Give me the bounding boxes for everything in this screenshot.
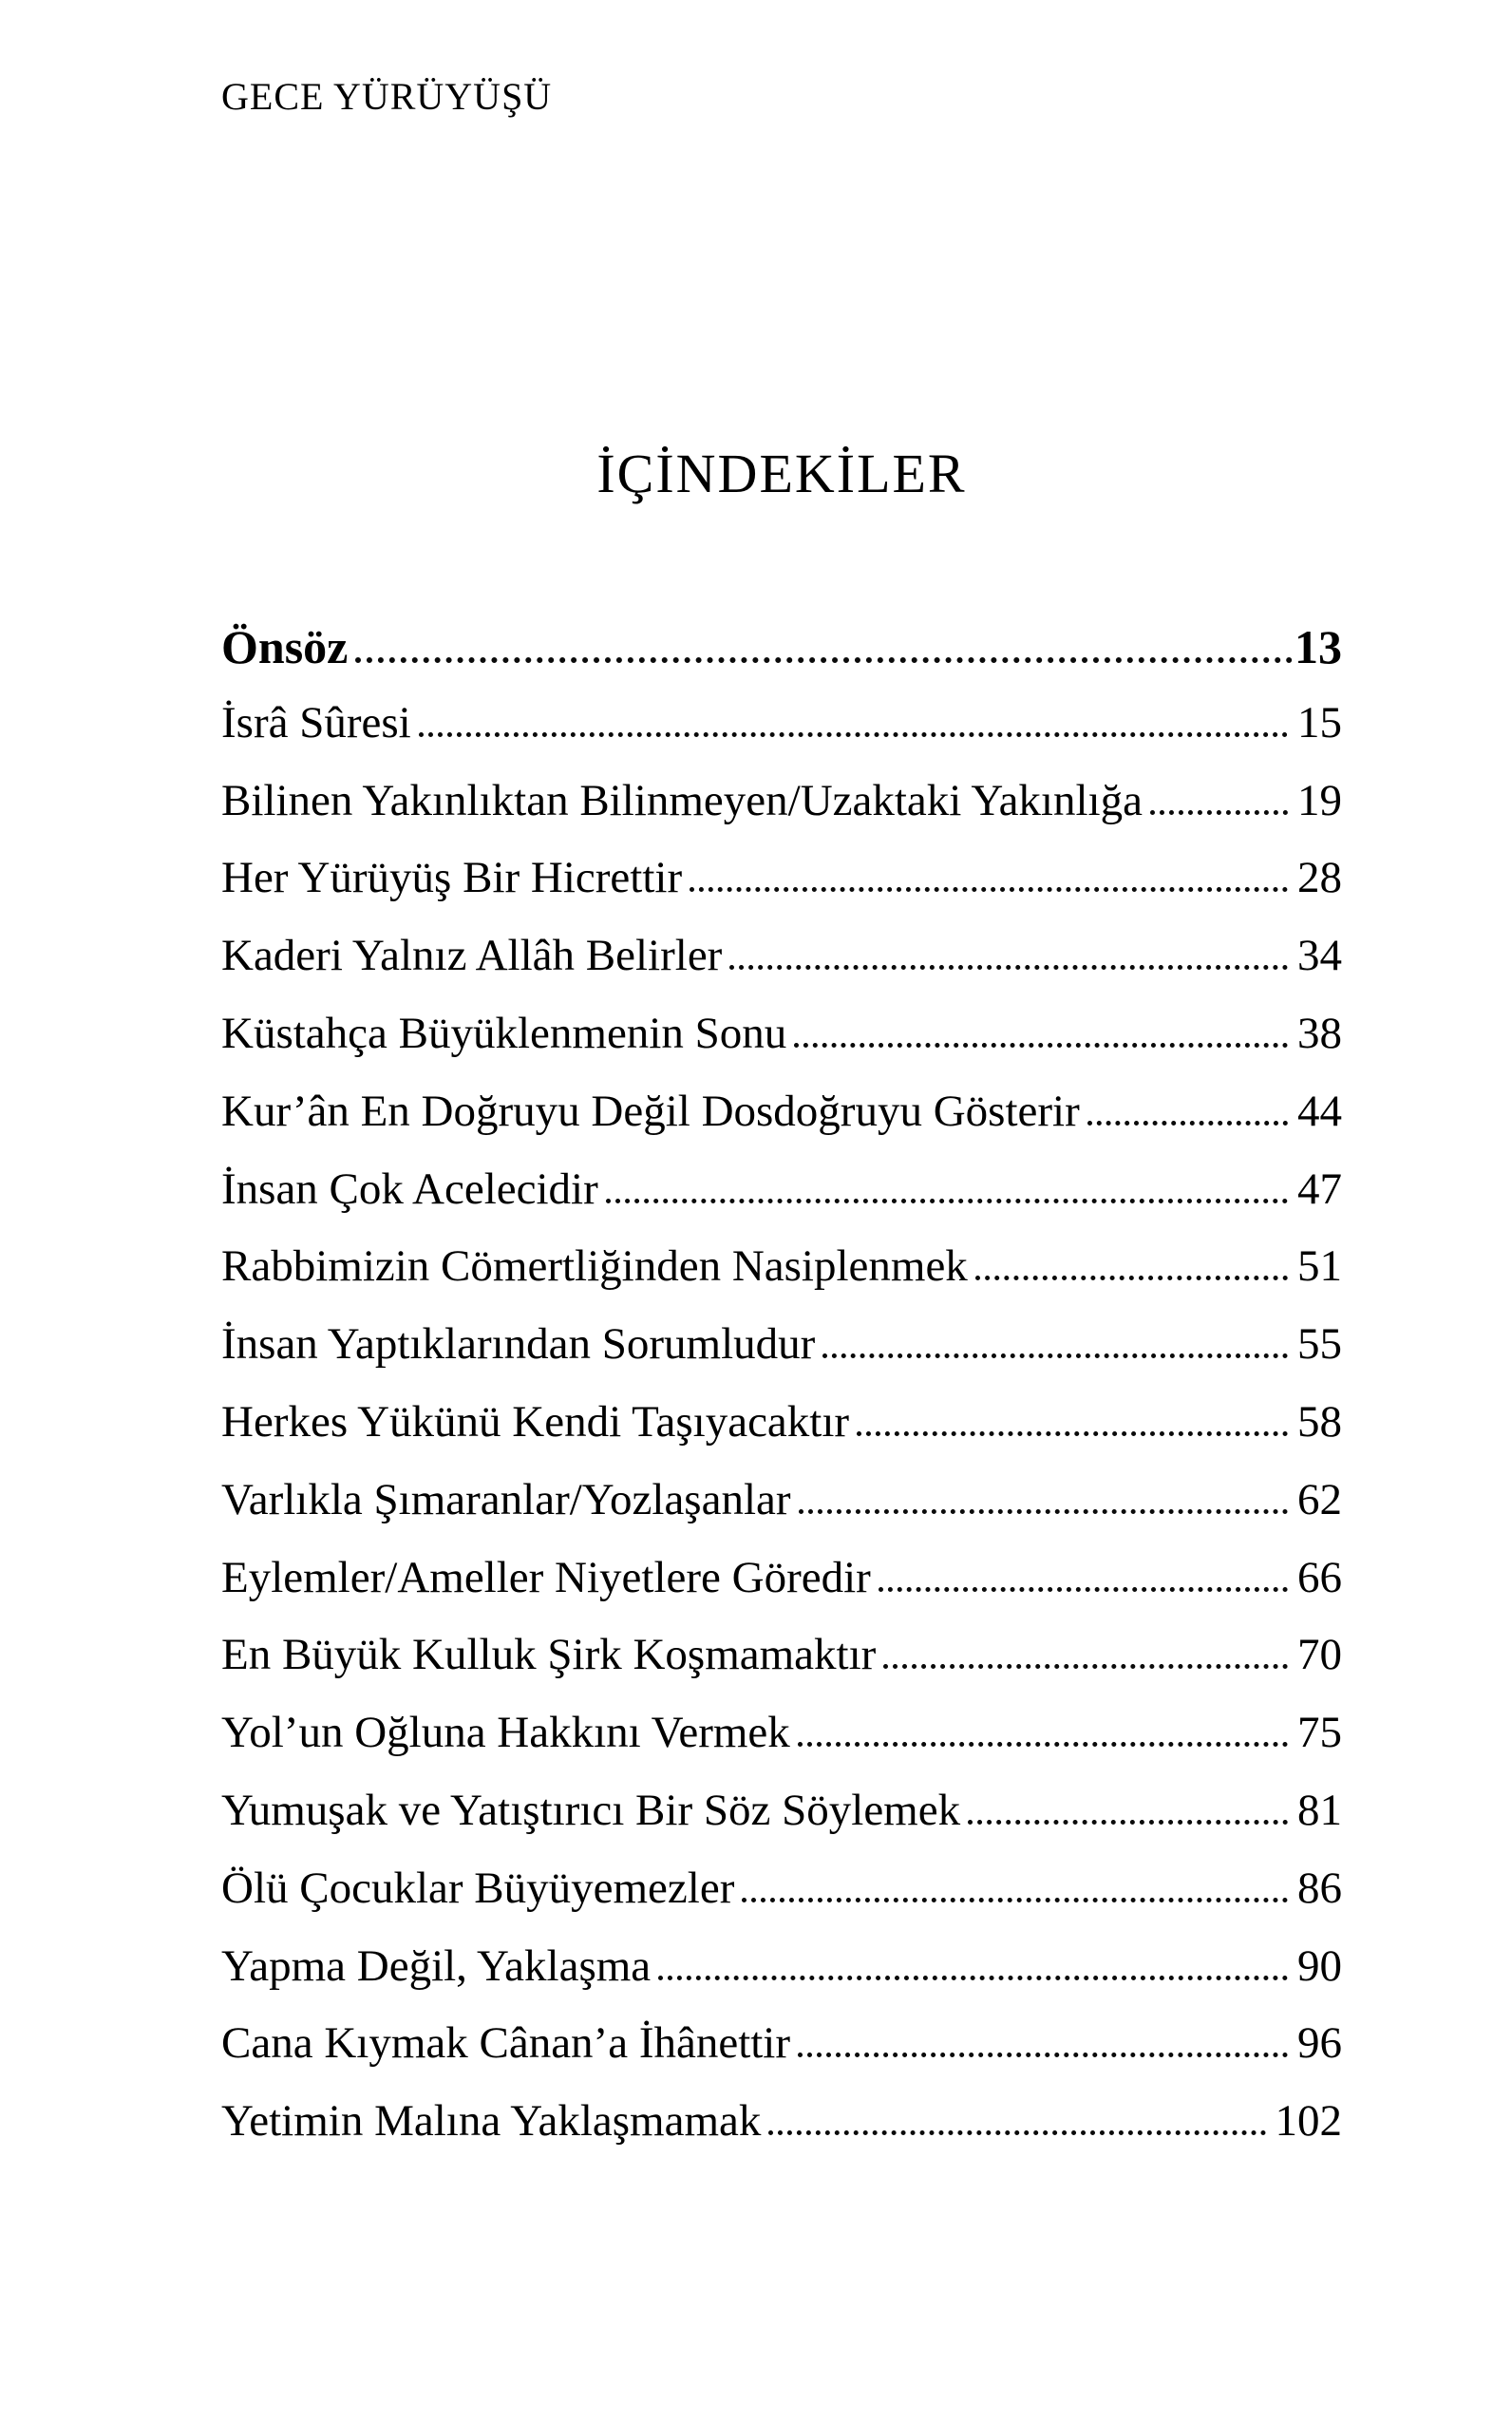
toc-entry-label: Ölü Çocuklar Büyüyemezler <box>221 1863 735 1913</box>
toc-entry-page: 62 <box>1297 1474 1342 1524</box>
toc-entry-label: Yumuşak ve Yatıştırıcı Bir Söz Söylemek <box>221 1785 961 1835</box>
toc-entry <box>221 1629 1342 1707</box>
toc-entry-page: 55 <box>1297 1319 1342 1370</box>
toc-entry-page: 13 <box>1295 620 1342 673</box>
toc-entry <box>221 1240 1342 1318</box>
toc-entry <box>221 697 1342 775</box>
toc-entry <box>221 930 1342 1008</box>
toc-entry-page: 90 <box>1297 1940 1342 1991</box>
toc-entry <box>221 2095 1342 2173</box>
toc-leader-dots <box>879 1587 1288 1592</box>
toc-leader-dots <box>658 1976 1288 1980</box>
toc-entry-label: Varlıkla Şımaranlar/Yozlaşanlar <box>221 1474 791 1524</box>
toc-leader-dots <box>768 2130 1265 2135</box>
toc-entry-page: 44 <box>1297 1086 1342 1136</box>
toc-entry-label: Rabbimizin Cömertliğinden Nasiplenmek <box>221 1241 968 1292</box>
toc-entry-label: Yol’un Oğluna Hakkını Vermek <box>221 1708 790 1758</box>
toc-leader-dots <box>857 1431 1288 1436</box>
toc-entry-label: Her Yürüyüş Bir Hicrettir <box>221 853 683 903</box>
toc-entry-label: İnsan Çok Acelecidir <box>221 1164 598 1214</box>
toc-entry-page: 96 <box>1297 2018 1342 2069</box>
toc-leader-dots <box>742 1898 1288 1902</box>
toc-entry <box>221 1707 1342 1785</box>
toc-entry-page: 58 <box>1297 1396 1342 1447</box>
toc-entry-label: Önsöz <box>221 620 349 673</box>
toc-entry-label: İsrâ Sûresi <box>221 697 411 747</box>
toc-entry-label: Yetimin Malına Yaklaşmamak <box>221 2096 762 2147</box>
toc-entry-page: 47 <box>1297 1164 1342 1214</box>
toc-entry-page: 51 <box>1297 1241 1342 1292</box>
toc-entry <box>221 775 1342 853</box>
toc-entry <box>221 1863 1342 1940</box>
toc-entry <box>221 852 1342 930</box>
toc-entry-page: 75 <box>1297 1708 1342 1758</box>
toc-entry <box>221 619 1342 697</box>
toc-leader-dots <box>822 1353 1288 1358</box>
toc-entry-label: Kur’ân En Doğruyu Değil Dosdoğruyu Gösterir <box>221 1086 1080 1136</box>
toc-entry-page: 70 <box>1297 1630 1342 1680</box>
toc-leader-dots <box>419 732 1288 737</box>
toc-entry-page: 102 <box>1275 2096 1342 2147</box>
running-header: GECE YÜRÜYÜŞÜ <box>221 75 553 118</box>
toc-entry <box>221 1474 1342 1552</box>
toc-leader-dots <box>1087 1121 1288 1126</box>
toc-entry-page: 15 <box>1297 697 1342 747</box>
toc-entry-label: Yapma Değil, Yaklaşma <box>221 1940 652 1991</box>
toc-entry-label: Küstahça Büyüklenmenin Sonu <box>221 1008 787 1058</box>
toc-leader-dots <box>975 1276 1288 1280</box>
toc-entry-page: 81 <box>1297 1785 1342 1835</box>
toc-entry <box>221 2017 1342 2095</box>
toc-entry-label: Eylemler/Ameller Niyetlere Göredir <box>221 1552 871 1602</box>
toc-entry <box>221 1164 1342 1241</box>
toc-entry <box>221 1086 1342 1164</box>
page-title: İÇİNDEKİLER <box>596 443 967 504</box>
toc-list <box>221 619 1342 2173</box>
toc-leader-dots <box>798 2053 1288 2057</box>
toc-leader-dots <box>799 1509 1288 1514</box>
toc-leader-dots <box>794 1043 1288 1048</box>
toc-entry-label: Bilinen Yakınlıktan Bilinmeyen/Uzaktaki Yakınlığa <box>221 775 1143 825</box>
toc-leader-dots <box>968 1820 1288 1825</box>
toc-entry-page: 28 <box>1297 853 1342 903</box>
toc-entry-label: Herkes Yükünü Kendi Taşıyacaktır <box>221 1396 850 1447</box>
toc-entry <box>221 1552 1342 1630</box>
toc-entry-page: 86 <box>1297 1863 1342 1913</box>
toc-entry-page: 38 <box>1297 1008 1342 1058</box>
toc-leader-dots <box>798 1742 1288 1747</box>
toc-leader-dots <box>883 1664 1288 1669</box>
toc-leader-dots <box>606 1199 1288 1203</box>
toc-entry-label: İnsan Yaptıklarından Sorumludur <box>221 1319 816 1370</box>
toc-leader-dots <box>729 965 1288 970</box>
toc-entry <box>221 1396 1342 1474</box>
toc-entry-page: 34 <box>1297 931 1342 981</box>
toc-entry-page: 19 <box>1297 775 1342 825</box>
toc-entry-label: Cana Kıymak Cânan’a İhânettir <box>221 2018 791 2069</box>
toc-leader-dots <box>355 657 1293 663</box>
toc-entry <box>221 1785 1342 1863</box>
toc-entry-label: Kaderi Yalnız Allâh Belirler <box>221 931 723 981</box>
toc-entry <box>221 1940 1342 2018</box>
toc-leader-dots <box>1150 810 1288 815</box>
toc-leader-dots <box>690 887 1288 892</box>
toc-entry-page: 66 <box>1297 1552 1342 1602</box>
toc-entry-label: En Büyük Kulluk Şirk Koşmamaktır <box>221 1630 877 1680</box>
toc-entry <box>221 1318 1342 1396</box>
toc-entry <box>221 1008 1342 1086</box>
